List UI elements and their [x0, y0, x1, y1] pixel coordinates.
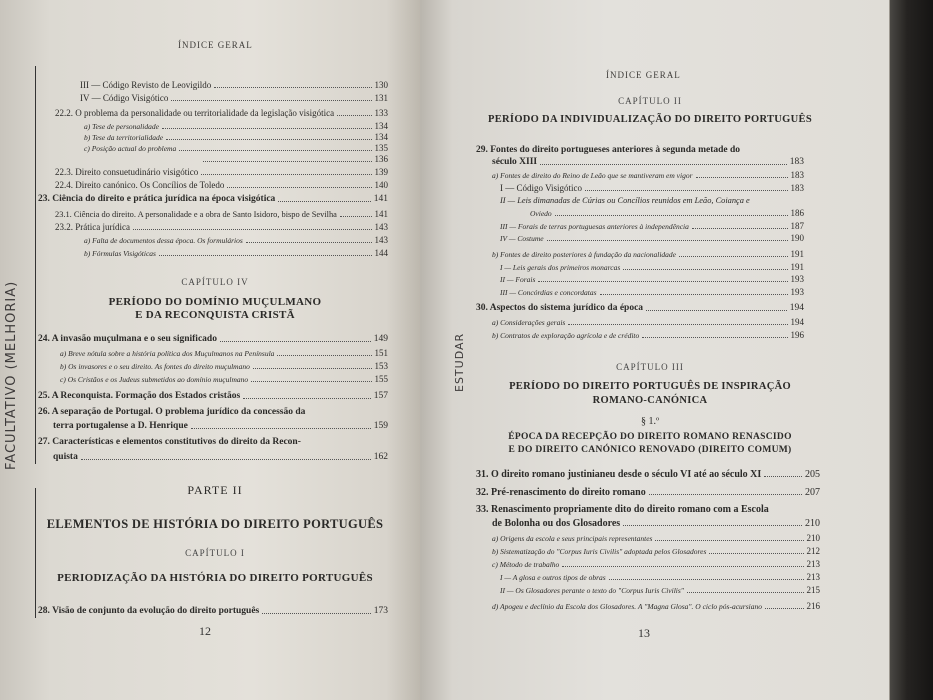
chapter-title: E DA RECONQUISTA CRISTÃ	[135, 309, 295, 321]
toc-subentry: II — Os Glosadores perante o texto do "Corpus Iuris Civilis" 215	[500, 585, 820, 595]
toc-entry: IV — Código Visigótico 131	[80, 93, 388, 103]
book-edge-shadow	[890, 0, 933, 700]
margin-bracket	[35, 66, 36, 464]
toc-entry-line1: 26. A separação de Portugal. O problema jurídico da concessão da	[38, 407, 306, 417]
page-number: 12	[199, 624, 211, 638]
chapter-title: PERÍODO DO DOMÍNIO MUÇULMANO	[108, 296, 322, 308]
toc-entry: século XIII 183	[492, 157, 804, 167]
toc-entry-line1: 29. Fontes do direito portugueses anteriores à segunda metade do	[476, 145, 741, 155]
toc-subentry: III — Concórdias e concordatas 193	[500, 287, 804, 297]
chapter-title: PERIODIZAÇÃO DA HISTÓRIA DO DIREITO PORTUGUÊS	[57, 572, 373, 584]
toc-entry: 32. Pré-renascimento do direito romano 207	[476, 487, 820, 498]
toc-entry: 22.2. O problema da personalidade ou territorialidade da legislação visigótica 133	[55, 108, 388, 118]
toc-entry-line1: 33. Renascimento propriamente dito do direito romano com a Escola	[476, 504, 769, 515]
toc-entry: quista 162	[53, 452, 388, 462]
toc-entry: 23. Ciência do direito e prática jurídica na época visigótica 141	[38, 194, 388, 204]
toc-subentry: II — Forais 193	[500, 274, 804, 284]
chapter-label: CAPÍTULO I	[185, 548, 245, 558]
toc-subentry: d) Apogeu e declínio da Escola dos Glosadores. A "Magna Glosa". O ciclo pós-acursiano 216	[492, 601, 820, 611]
toc-subentry: III — Forais de terras portuguesas anteriores à independência 187	[500, 221, 804, 231]
chapter-label: CAPÍTULO IV	[181, 277, 249, 287]
toc-subentry: a) Falta de documentos dessa época. Os formulários 143	[84, 235, 388, 245]
toc-entry: terra portugalense a D. Henrique 159	[53, 421, 388, 431]
chapter-label: CAPÍTULO II	[618, 96, 682, 106]
toc-entry: 31. O direito romano justinianeu desde o século VI até ao século XI 205	[476, 469, 820, 480]
toc-subentry: c) Os Cristãos e os Judeus submetidos ao domínio muçulmano 155	[60, 374, 388, 384]
chapter-title: ROMANO-CANÓNICA	[592, 395, 708, 406]
toc-entry: 30. Aspectos do sistema jurídico da época 194	[476, 303, 804, 313]
part-label: PARTE II	[187, 483, 243, 497]
toc-subentry: I — Leis gerais dos primeiros monarcas 191	[500, 262, 804, 272]
toc-subentry: IV — Costume 190	[500, 233, 804, 243]
part-title: ELEMENTOS DE HISTÓRIA DO DIREITO PORTUGUÊS	[46, 517, 384, 531]
toc-subentry: b) Sistematização do "Corpus Iuris Civilis" adoptada pelos Glosadores 212	[492, 546, 820, 556]
toc-subentry: Oviedo 186	[530, 208, 804, 218]
toc-entry-line1: 27. Características e elementos constitutivos do direito da Recon-	[38, 437, 301, 447]
toc-entry: 136	[200, 154, 388, 165]
toc-entry: 28. Visão de conjunto da evolução do direito português 173	[38, 606, 388, 616]
toc-subentry: b) Tese da territorialidade 134	[84, 132, 388, 142]
toc-entry: 25. A Reconquista. Formação dos Estados cristãos 157	[38, 391, 388, 401]
running-header: ÍNDICE GERAL	[178, 40, 253, 50]
handwritten-note: FACULTATIVO (MELHORIA)	[4, 280, 19, 470]
section-label: § 1.º	[640, 416, 660, 427]
toc-entry: 23.1. Ciência do direito. A personalidade e a obra de Santo Isidoro, bispo de Sevilha 141	[55, 209, 388, 219]
handwritten-note: ESTUDAR	[453, 332, 466, 392]
chapter-title: PERÍODO DO DIREITO PORTUGUÊS DE INSPIRAÇÃO	[509, 381, 791, 392]
toc-subentry: b) Contratos de exploração agrícola e de crédito 196	[492, 330, 804, 340]
toc-entry: 22.3. Direito consuetudinário visigótico 139	[55, 167, 388, 177]
toc-entry: III — Código Revisto de Leovigildo 130	[80, 80, 388, 90]
toc-entry-line1: II — Leis dimanadas de Cúrias ou Concílios reunidos em Leão, Coiança e	[500, 196, 750, 205]
toc-entry: I — Código Visigótico 183	[500, 183, 804, 193]
toc-subentry: c) Método de trabalho 213	[492, 559, 820, 569]
section-title: ÉPOCA DA RECEPÇÃO DO DIREITO ROMANO RENASCIDO	[508, 432, 792, 442]
toc-subentry: a) Origens da escola e seus principais representantes 210	[492, 533, 820, 543]
section-title: E DO DIREITO CANÓNICO RENOVADO (DIREITO COMUM)	[508, 445, 792, 455]
margin-bracket	[35, 488, 36, 618]
toc-subentry: b) Os invasores e o seu direito. As fontes do direito muçulmano 153	[60, 361, 388, 371]
running-header: ÍNDICE GERAL	[606, 70, 681, 80]
page-number: 13	[638, 626, 650, 640]
toc-subentry: a) Breve nótula sobre a história política dos Muçulmanos na Península 151	[60, 348, 388, 358]
toc-subentry: a) Tese de personalidade 134	[84, 121, 388, 131]
toc-entry: 22.4. Direito canónico. Os Concílios de Toledo 140	[55, 180, 388, 190]
toc-subentry: a) Fontes de direito do Reino de Leão que se mantiveram em vigor 183	[492, 170, 804, 180]
right-page	[420, 0, 890, 700]
chapter-title: PERÍODO DA INDIVIDUALIZAÇÃO DO DIREITO PORTUGUÊS	[488, 114, 812, 125]
toc-entry: de Bolonha ou dos Glosadores 210	[492, 518, 820, 529]
toc-subentry: I — A glosa e outros tipos de obras 213	[500, 572, 820, 582]
chapter-label: CAPÍTULO III	[616, 362, 684, 372]
left-page	[0, 0, 420, 700]
toc-entry: 23.2. Prática jurídica 143	[55, 222, 388, 232]
toc-subentry: c) Posição actual do problema 135	[84, 143, 388, 153]
toc-subentry: b) Fórmulas Visigóticas 144	[84, 248, 388, 258]
toc-subentry: a) Considerações gerais 194	[492, 317, 804, 327]
toc-subentry: b) Fontes de direito posteriores à fundação da nacionalidade 191	[492, 249, 804, 259]
toc-entry: 24. A invasão muçulmana e o seu significado 149	[38, 334, 388, 344]
